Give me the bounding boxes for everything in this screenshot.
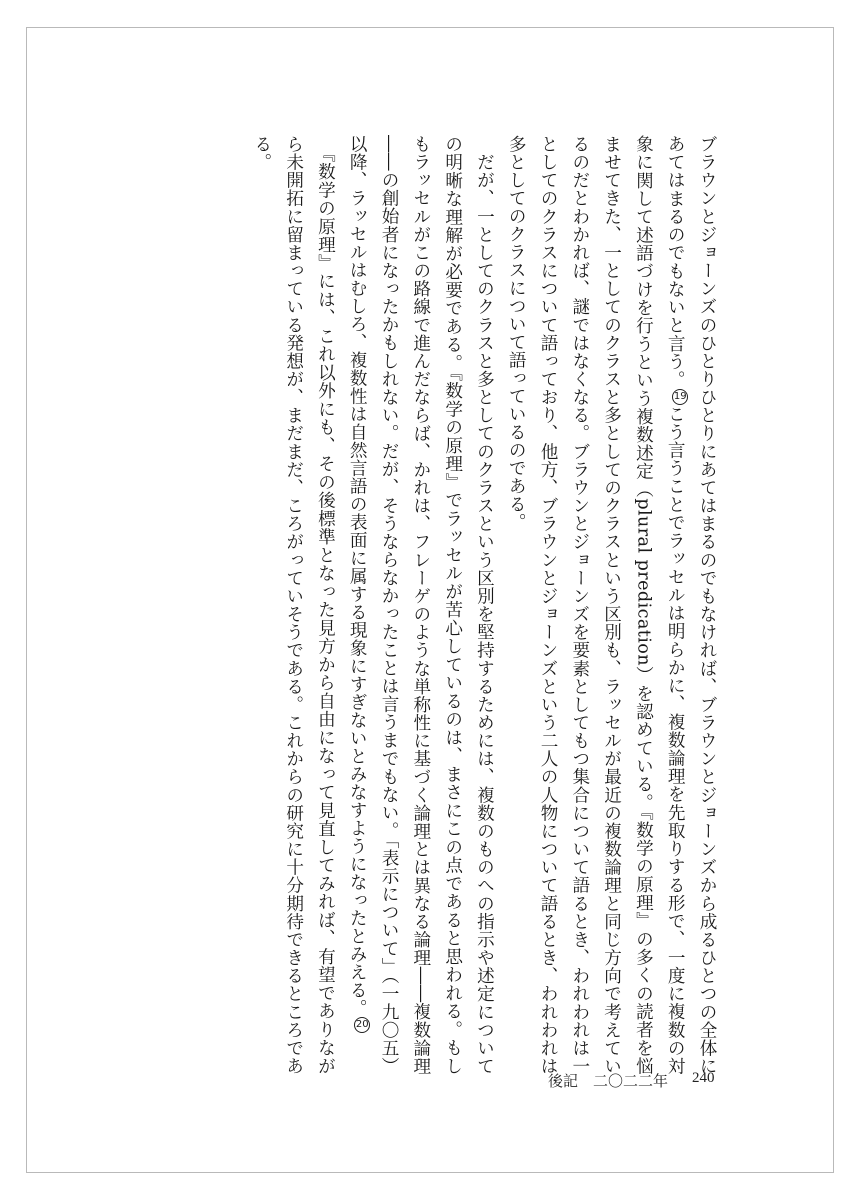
text-segment: こう言うことでラッセルは明らかに、複数論理を先取りする形で、一度に複数の対象に関して述語づけを行うという複数述定（plural predication）を認めている。『数学の原理』の多くの読者を悩ませてきた、一としてのクラスと多としてのクラスという区別も、ラッセルが最近の複数論理と同じ方向で考えているのだとわかれば、謎ではなくなる。ブラウンとジョーンズを要素としてもつ集合について語るとき、われわれは一としてのクラスについて語っており、他方、ブラウンとジョーンズという二人の人物について語るとき、われわれは多としてのクラスについて語っているのである。 bbox=[506, 135, 686, 1076]
paragraph bbox=[340, 135, 499, 1075]
page-number: 240 bbox=[692, 1070, 715, 1086]
book-page bbox=[26, 27, 834, 1173]
paragraph bbox=[245, 135, 340, 1075]
endnote-marker[interactable]: 19 bbox=[672, 389, 688, 405]
text-segment: 『数学の原理』には、これ以外にも、その後標準となった見方から自由になって見直してみれば、有望でありながら未開拓に留まっている発想が、まだまだ、ころがっていそうである。これからの研究に十分期待できるところである。 bbox=[251, 135, 336, 1075]
body-text bbox=[245, 135, 722, 1075]
paragraph bbox=[499, 135, 722, 1075]
text-segment: ブラウンとジョーンズのひとりひとりにあてはまるのでもなければ、ブラウンとジョーンズから成るひとつの全体にあてはまるのでもないと言う。 bbox=[665, 135, 717, 1075]
endnote-marker[interactable]: 20 bbox=[354, 1017, 370, 1033]
text-segment: だが、一としてのクラスと多としてのクラスという区別を堅持するためには、複数のものへの指示や述定についての明晰な理解が必要である。『数学の原理』でラッセルが苦心しているのは、まさにこの点であると思われる。もしもラッセルがこの路線で進んだならば、かれは、フレーゲのような単称性に基づく論理とは異なる論理――複数論理――の創始者になったかもしれない。だが、そうならなかったことは言うまでもない。「表示について」（一九〇五）以降、ラッセルはむしろ、複数性は自然言語の表面に属する現象にすぎないとみなすようになったとみえる。 bbox=[347, 135, 495, 1075]
running-footer-title: 後記 二〇二二年 bbox=[548, 1072, 669, 1090]
